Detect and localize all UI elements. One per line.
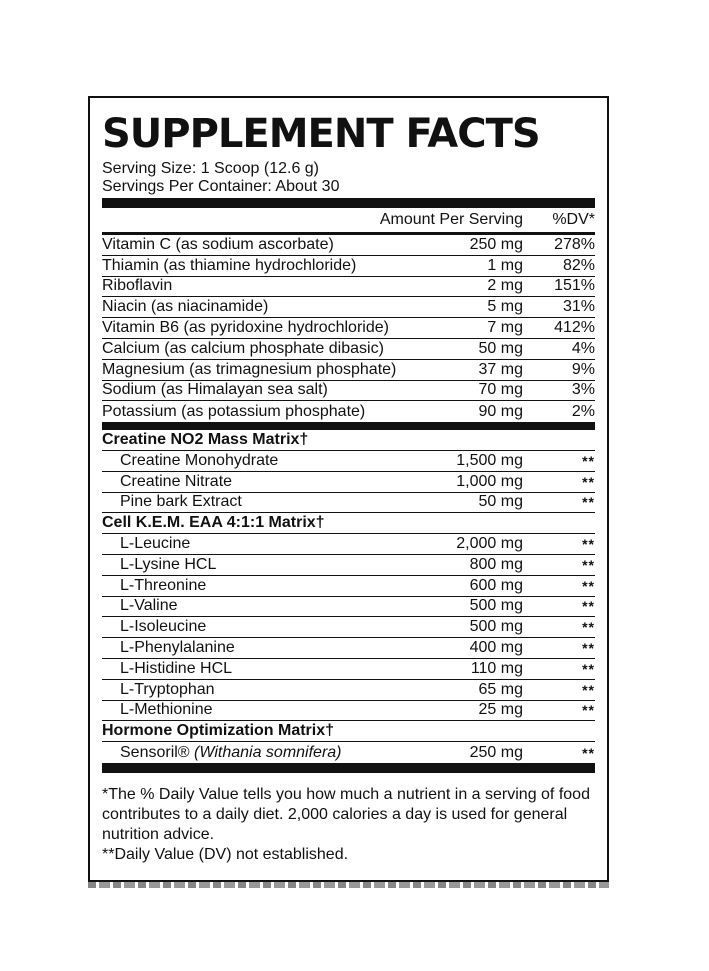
table-row [102, 472, 595, 493]
nutrient-amount: 5 mg [487, 298, 523, 316]
ingredient-amount: 65 mg [478, 680, 523, 698]
nutrient-name: Thiamin (as thiamine hydrochloride) [102, 256, 357, 274]
nutrient-name: Vitamin C (as sodium ascorbate) [102, 235, 334, 253]
table-row [102, 701, 595, 722]
ingredient-amount: 110 mg [470, 659, 523, 677]
blend-eaa [102, 513, 595, 721]
nutrient-name: Calcium (as calcium phosphate dibasic) [102, 339, 384, 357]
ingredient-amount: 1,500 mg [456, 451, 523, 469]
ingredient-name: Pine bark Extract [120, 493, 242, 511]
column-header [102, 208, 595, 232]
ingredient-dv: ** [582, 536, 595, 553]
ingredient-dv: ** [582, 556, 595, 573]
ingredient-dv: ** [582, 452, 595, 469]
nutrient-amount: 37 mg [478, 360, 523, 378]
nutrient-name: Sodium (as Himalayan sea salt) [102, 381, 328, 399]
nutrient-amount: 7 mg [487, 319, 523, 337]
ingredient-amount: 500 mg [469, 597, 523, 615]
thick-divider [102, 198, 595, 208]
table-row [102, 451, 595, 472]
ingredient-name: L-Lysine HCL [120, 555, 217, 573]
nutrient-amount: 250 mg [469, 235, 523, 253]
ingredient-brand-name: Sensoril® [120, 743, 195, 761]
serving-info [102, 160, 595, 196]
blend-title-row [102, 430, 595, 451]
ingredient-name: L-Leucine [120, 535, 191, 553]
blend-title-row [102, 721, 595, 742]
blend-title-row [102, 513, 595, 534]
table-row [102, 339, 595, 360]
nutrient-amount: 70 mg [478, 381, 523, 399]
table-row [102, 381, 595, 402]
servings-per-container: Servings Per Container: About 30 [102, 178, 340, 195]
ingredient-name: L-Valine [120, 597, 178, 615]
ingredient-name: L-Phenylalanine [120, 639, 235, 657]
ingredient-amount: 250 mg [469, 743, 523, 761]
nutrient-amount: 90 mg [478, 402, 523, 420]
table-row [102, 576, 595, 597]
table-row [102, 680, 595, 701]
ingredient-dv: ** [582, 660, 595, 677]
ingredient-amount: 400 mg [469, 639, 523, 657]
ingredient-dv: ** [582, 702, 595, 719]
table-row [102, 360, 595, 381]
thick-divider [102, 763, 595, 773]
blend-creatine [102, 430, 595, 513]
ingredient-name [102, 744, 423, 762]
blend-title: Hormone Optimization Matrix† [102, 722, 335, 740]
nutrient-name: Potassium (as potassium phosphate) [102, 402, 366, 420]
table-row [102, 401, 595, 422]
table-row [102, 277, 595, 298]
nutrient-dv: 412% [554, 319, 595, 337]
nutrient-name: Magnesium (as trimagnesium phosphate) [102, 360, 397, 378]
ingredient-name: L-Tryptophan [120, 680, 215, 698]
nutrient-name: Vitamin B6 (as pyridoxine hydrochloride) [102, 319, 389, 337]
table-row [102, 617, 595, 638]
nutrient-dv: 278% [554, 235, 595, 253]
table-row [102, 638, 595, 659]
table-row [102, 659, 595, 680]
table-row [102, 597, 595, 618]
thick-divider [102, 422, 595, 430]
nutrient-amount: 1 mg [487, 256, 523, 274]
panel-title: SUPPLEMENT FACTS [102, 111, 540, 157]
amount-per-serving-header: Amount Per Serving [379, 211, 523, 228]
table-row [102, 235, 595, 256]
cropped-text-edge [88, 882, 609, 888]
table-row [102, 493, 595, 514]
table-row [102, 256, 595, 277]
supplement-facts-panel [88, 96, 609, 882]
ingredient-name: L-Isoleucine [120, 618, 207, 636]
ingredient-amount: 800 mg [469, 555, 523, 573]
ingredient-dv: ** [582, 598, 595, 615]
blend-title: Cell K.E.M. EAA 4:1:1 Matrix† [102, 514, 325, 532]
ingredient-botanical-name: (Withania somnifera) [194, 743, 342, 761]
ingredient-amount: 25 mg [478, 701, 523, 719]
nutrient-dv: 31% [562, 298, 595, 316]
ingredient-dv: ** [582, 744, 595, 761]
nutrient-dv: 151% [554, 277, 595, 295]
nutrient-name: Niacin (as niacinamide) [102, 298, 269, 316]
ingredient-amount: 600 mg [469, 576, 523, 594]
table-row [102, 534, 595, 555]
ingredient-amount: 1,000 mg [456, 472, 523, 490]
nutrient-dv: 2% [571, 402, 595, 420]
ingredient-dv: ** [582, 681, 595, 698]
ingredient-amount: 500 mg [469, 618, 523, 636]
blend-title: Creatine NO2 Mass Matrix† [102, 431, 309, 449]
ingredient-name: L-Histidine HCL [120, 659, 233, 677]
vitamin-list [102, 235, 595, 422]
table-row [102, 742, 595, 763]
nutrient-amount: 50 mg [478, 339, 523, 357]
table-row [102, 555, 595, 576]
nutrient-amount: 2 mg [487, 277, 523, 295]
ingredient-name: Creatine Nitrate [120, 472, 233, 490]
ingredient-dv: ** [582, 577, 595, 594]
nutrient-dv: 3% [571, 381, 595, 399]
ingredient-name: Creatine Monohydrate [120, 451, 279, 469]
ingredient-name: L-Methionine [120, 701, 213, 719]
ingredient-amount: 50 mg [478, 493, 523, 511]
table-row [102, 297, 595, 318]
nutrient-dv: 82% [562, 256, 595, 274]
dv-header: %DV* [552, 211, 595, 228]
ingredient-amount: 2,000 mg [456, 535, 523, 553]
footnotes [102, 785, 595, 865]
ingredient-dv: ** [582, 494, 595, 511]
ingredient-dv: ** [582, 473, 595, 490]
nutrient-name: Riboflavin [102, 277, 173, 295]
ingredient-dv: ** [582, 619, 595, 636]
serving-size: Serving Size: 1 Scoop (12.6 g) [102, 160, 320, 177]
ingredient-name: L-Threonine [120, 576, 207, 594]
blend-hormone [102, 721, 595, 763]
nutrient-dv: 9% [571, 360, 595, 378]
table-row [102, 318, 595, 339]
ingredient-dv: ** [582, 640, 595, 657]
nutrient-dv: 4% [571, 339, 595, 357]
footnote-daily-value: *The % Daily Value tells you how much a nutrient in a serving of food contributes to a daily diet. 2,000 calories a day is used for general nutrition advice. [102, 785, 590, 843]
footnote-dv-not-established: **Daily Value (DV) not established. [102, 845, 349, 863]
